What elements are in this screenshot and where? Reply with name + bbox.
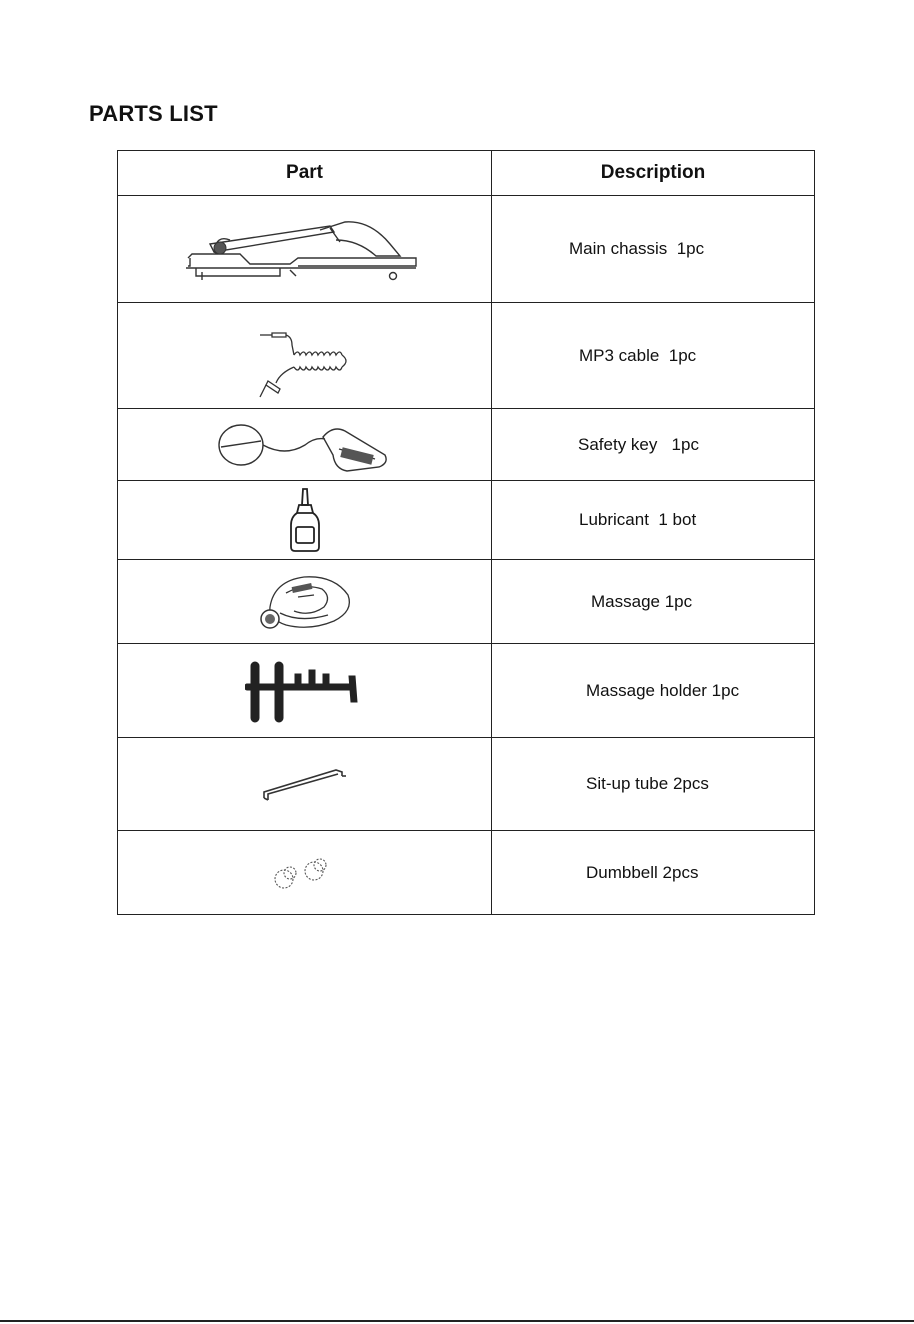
description-column-header: Description <box>492 151 815 196</box>
part-image-cell <box>118 644 492 738</box>
part-description: MP3 cable 1pc <box>492 303 815 409</box>
massage-holder-icon <box>245 656 365 726</box>
page-bottom-rule <box>0 1320 914 1322</box>
part-description: Massage 1pc <box>492 560 815 644</box>
table-row <box>118 738 815 831</box>
sit-up-tube-icon <box>260 764 350 804</box>
table-row <box>118 196 815 303</box>
table-row <box>118 644 815 738</box>
part-image-cell <box>118 196 492 303</box>
page-title: PARTS LIST <box>89 101 218 126</box>
table-row <box>118 409 815 481</box>
lubricant-bottle-icon <box>285 487 325 553</box>
part-image-cell <box>118 560 492 644</box>
table-row <box>118 303 815 409</box>
mp3-cable-icon <box>250 311 360 401</box>
part-description: Safety key 1pc <box>492 409 815 481</box>
table-row <box>118 481 815 560</box>
table-row <box>118 831 815 915</box>
parts-table <box>117 150 815 915</box>
part-description: Sit-up tube 2pcs <box>492 738 815 831</box>
part-image-cell <box>118 831 492 915</box>
part-description: Lubricant 1 bot <box>492 481 815 560</box>
table-row <box>118 560 815 644</box>
part-description: Massage holder 1pc <box>492 644 815 738</box>
part-column-header: Part <box>118 151 492 196</box>
part-description: Main chassis 1pc <box>492 196 815 303</box>
dumbbell-icon <box>270 853 340 893</box>
part-image-cell <box>118 738 492 831</box>
part-image-cell <box>118 409 492 481</box>
safety-key-icon <box>215 415 395 475</box>
part-image-cell <box>118 481 492 560</box>
part-image-cell <box>118 303 492 409</box>
massager-icon <box>250 567 360 637</box>
table-header-row <box>118 151 815 196</box>
treadmill-chassis-icon <box>180 214 430 284</box>
part-description: Dumbbell 2pcs <box>492 831 815 915</box>
